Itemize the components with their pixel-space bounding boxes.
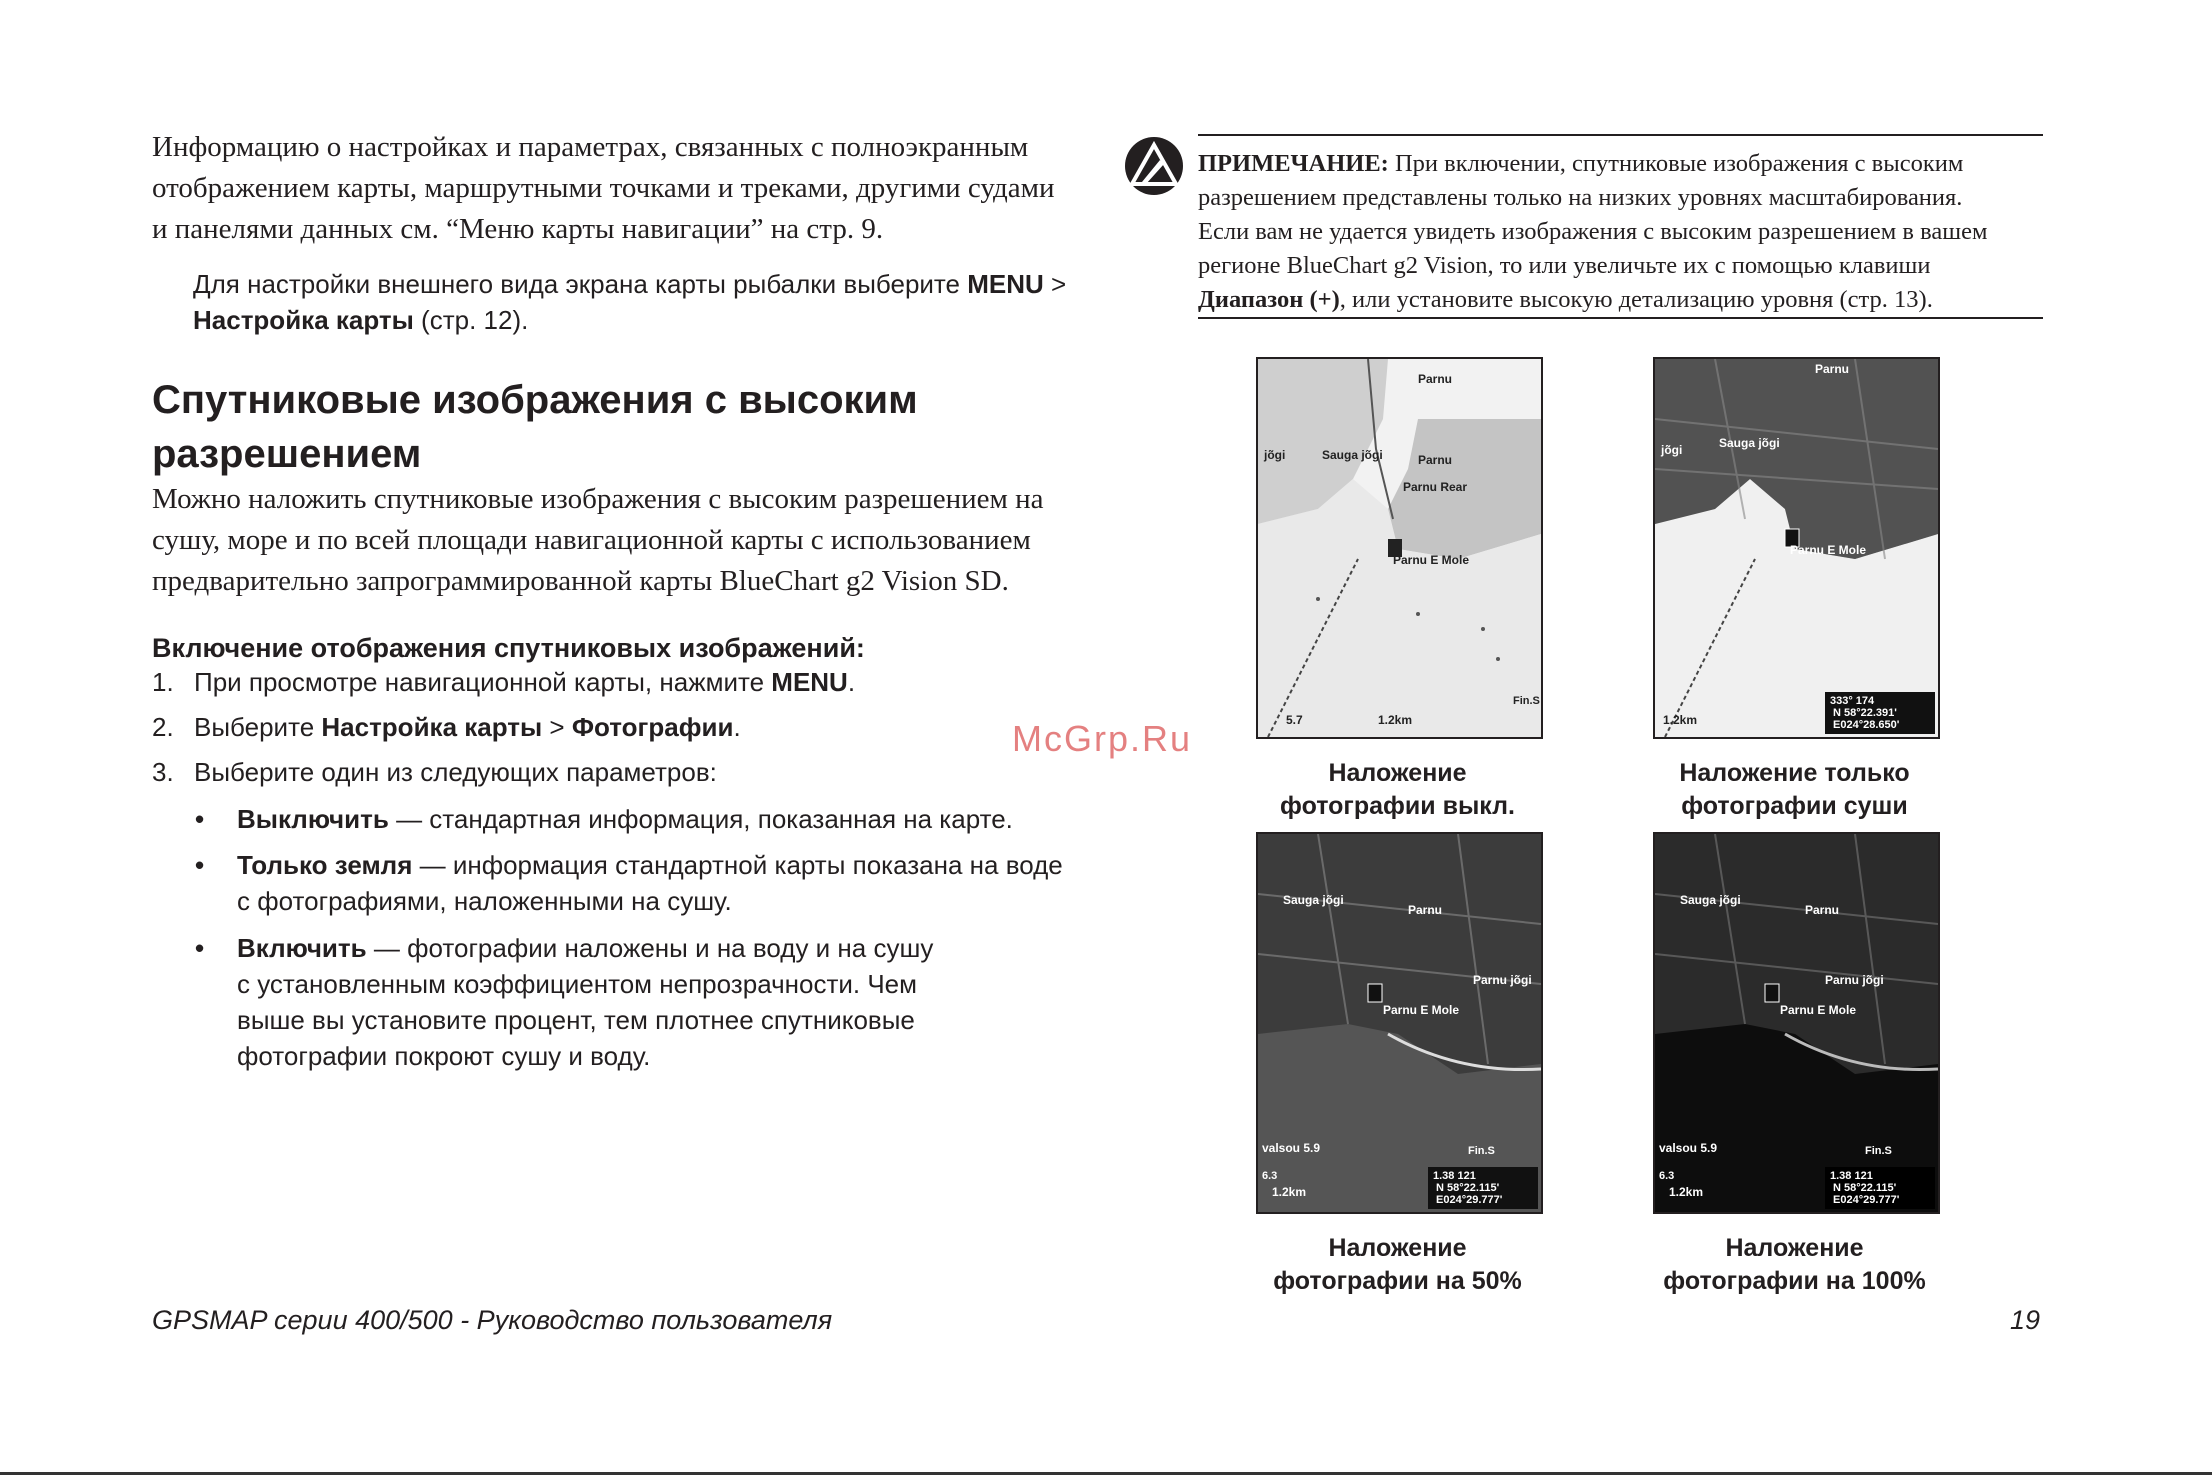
map-label-sauga: Sauga jõgi: [1322, 448, 1383, 462]
readout-lon: E024°29.777': [1436, 1194, 1503, 1206]
map-label-mole: Parnu E Mole: [1790, 543, 1867, 557]
bullet-icon: •: [195, 850, 205, 880]
step-1: 1. При просмотре навигационной карты, нажмите MENU.: [152, 667, 856, 697]
map-scale: 1.2km: [1272, 1185, 1307, 1199]
map-label-sauga: Sauga jõgi: [1283, 893, 1344, 907]
map-label-fins: Fin.S: [1865, 1145, 1892, 1157]
map-label-parnu-jogi: Parnu jõgi: [1825, 973, 1884, 987]
map-photo-overlay-50: [1256, 832, 1543, 1214]
boat-icon: [1765, 984, 1779, 1002]
page-number: 19: [2010, 1305, 2041, 1335]
caption-overlay-50: Наложение фотографии на 50%: [1273, 1234, 1522, 1295]
intro-line-3: и панелями данных см. “Меню карты навигации” на стр. 9.: [152, 213, 884, 245]
bullet-icon: •: [195, 804, 205, 834]
section-paragraph: Можно наложить спутниковые изображения с высоким разрешением на сушу, море и по всей площади навигационной карты с использованием предварительно запрограммированной карты BlueChart g2 Vision SD.: [152, 483, 1044, 597]
intro-line-1: Информацию о настройках и параметрах, связанных с полноэкранным: [152, 131, 1029, 163]
readout-heading: 333° 174: [1830, 695, 1875, 707]
map-label-valsou: valsou 5.9: [1659, 1141, 1718, 1155]
map-photo-overlay-land-only: [1653, 357, 1940, 739]
step-3: 3. Выберите один из следующих параметров:: [152, 757, 717, 787]
map-label-mole: Parnu E Mole: [1383, 1003, 1460, 1017]
bullet-icon: •: [195, 933, 205, 963]
option-land-only: • Только земля — информация стандартной карты показана на воде с фотографиями, наложенными на сушу.: [195, 847, 1095, 919]
map-scale: 1.2km: [1669, 1185, 1704, 1199]
section-title: Спутниковые изображения с высоким разрешением: [152, 378, 918, 476]
map-label-mole: Parnu E Mole: [1393, 553, 1470, 567]
note-bottom-rule: [1198, 317, 2043, 319]
readout-lat: N 58°22.115': [1436, 1182, 1500, 1194]
map-scale: 1.2km: [1663, 713, 1698, 727]
map-label-parnu: Parnu: [1408, 903, 1443, 917]
procedure-heading: Включение отображения спутниковых изображений:: [152, 633, 865, 663]
map-label-parnu-rear: Parnu Rear: [1403, 480, 1468, 494]
map-label-sauga: Sauga jõgi: [1680, 893, 1741, 907]
map-label-sauga: Sauga jõgi: [1719, 436, 1780, 450]
readout-lat: N 58°22.115': [1833, 1182, 1897, 1194]
intro-paragraph: [152, 127, 1092, 250]
caption-overlay-100: Наложение фотографии на 100%: [1663, 1234, 1926, 1295]
map-label-parnu: Parnu: [1418, 372, 1453, 386]
option-on: • Включить — фотографии наложены и на воду и на сушу с установленным коэффициентом непрозрачности. Чем выше вы установите процент, тем плотнее спутниковые фотографии покроют сушу и воду.: [195, 930, 1095, 1074]
map-setup-label: Настройка карты: [193, 305, 414, 335]
fishing-chart-instruction: Для настройки внешнего вида экрана карты рыбалки выберите MENU > Настройка карты (стр. 12).: [193, 269, 1067, 335]
readout-lon: E024°29.777': [1833, 1194, 1900, 1206]
map-photo-overlay-off: [1256, 357, 1543, 739]
watermark: McGrp.Ru: [1012, 718, 1193, 759]
map-scale: 1.2km: [1378, 713, 1413, 727]
step-2: 2. Выберите Настройка карты > Фотографии.: [152, 712, 741, 742]
map-label-fins: Fin.S: [1513, 695, 1540, 707]
note-text: ПРИМЕЧАНИЕ: При включении, спутниковые изображения с высоким разрешением представлены только на низких уровнях масштабирования. Если вам не удается увидеть изображения с высоким разрешением в вашем регионе BlueChart g2 Vision, то или увеличьте их с помощью клавиши Диапазон (+), или установите высокую детализацию уровня (стр. 13).: [1198, 150, 1988, 313]
note-label: ПРИМЕЧАНИЕ:: [1198, 150, 1389, 177]
map-depth: 5.7: [1286, 713, 1303, 727]
readout-speed: 1.38 121: [1830, 1170, 1873, 1182]
intro-line-2: отображением карты, маршрутными точками и треками, другими судами: [152, 172, 1055, 204]
readout-lon: E024°28.650': [1833, 719, 1900, 731]
map-label-valsou: valsou 5.9: [1262, 1141, 1321, 1155]
boat-icon: [1368, 984, 1382, 1002]
note-top-rule: [1198, 134, 2043, 136]
caption-land-only: Наложение только фотографии суши: [1679, 759, 1910, 820]
map-label-mole: Parnu E Mole: [1780, 1003, 1857, 1017]
option-off: • Выключить — стандартная информация, показанная на карте.: [195, 801, 1095, 837]
map-label-parnu-jogi: Parnu jõgi: [1473, 973, 1532, 987]
map-depth: 6.3: [1262, 1170, 1278, 1182]
map-label-parnu-2: Parnu: [1418, 453, 1453, 467]
readout-speed: 1.38 121: [1433, 1170, 1476, 1182]
note-warning-icon: [1124, 136, 1184, 196]
map-label-parnu: Parnu: [1815, 362, 1850, 376]
map-label-jogi: jõgi: [1264, 448, 1286, 462]
map-label-parnu: Parnu: [1805, 903, 1840, 917]
readout-lat: N 58°22.391': [1833, 707, 1897, 719]
map-label-jogi: jõgi: [1661, 443, 1683, 457]
caption-overlay-off: Наложение фотографии выкл.: [1280, 759, 1515, 820]
footer-title: GPSMAP серии 400/500 - Руководство пользователя: [152, 1305, 833, 1335]
map-label-fins: Fin.S: [1468, 1145, 1495, 1157]
map-depth: 6.3: [1659, 1170, 1675, 1182]
map-photo-overlay-100: [1653, 832, 1940, 1214]
menu-key: MENU: [967, 269, 1044, 299]
